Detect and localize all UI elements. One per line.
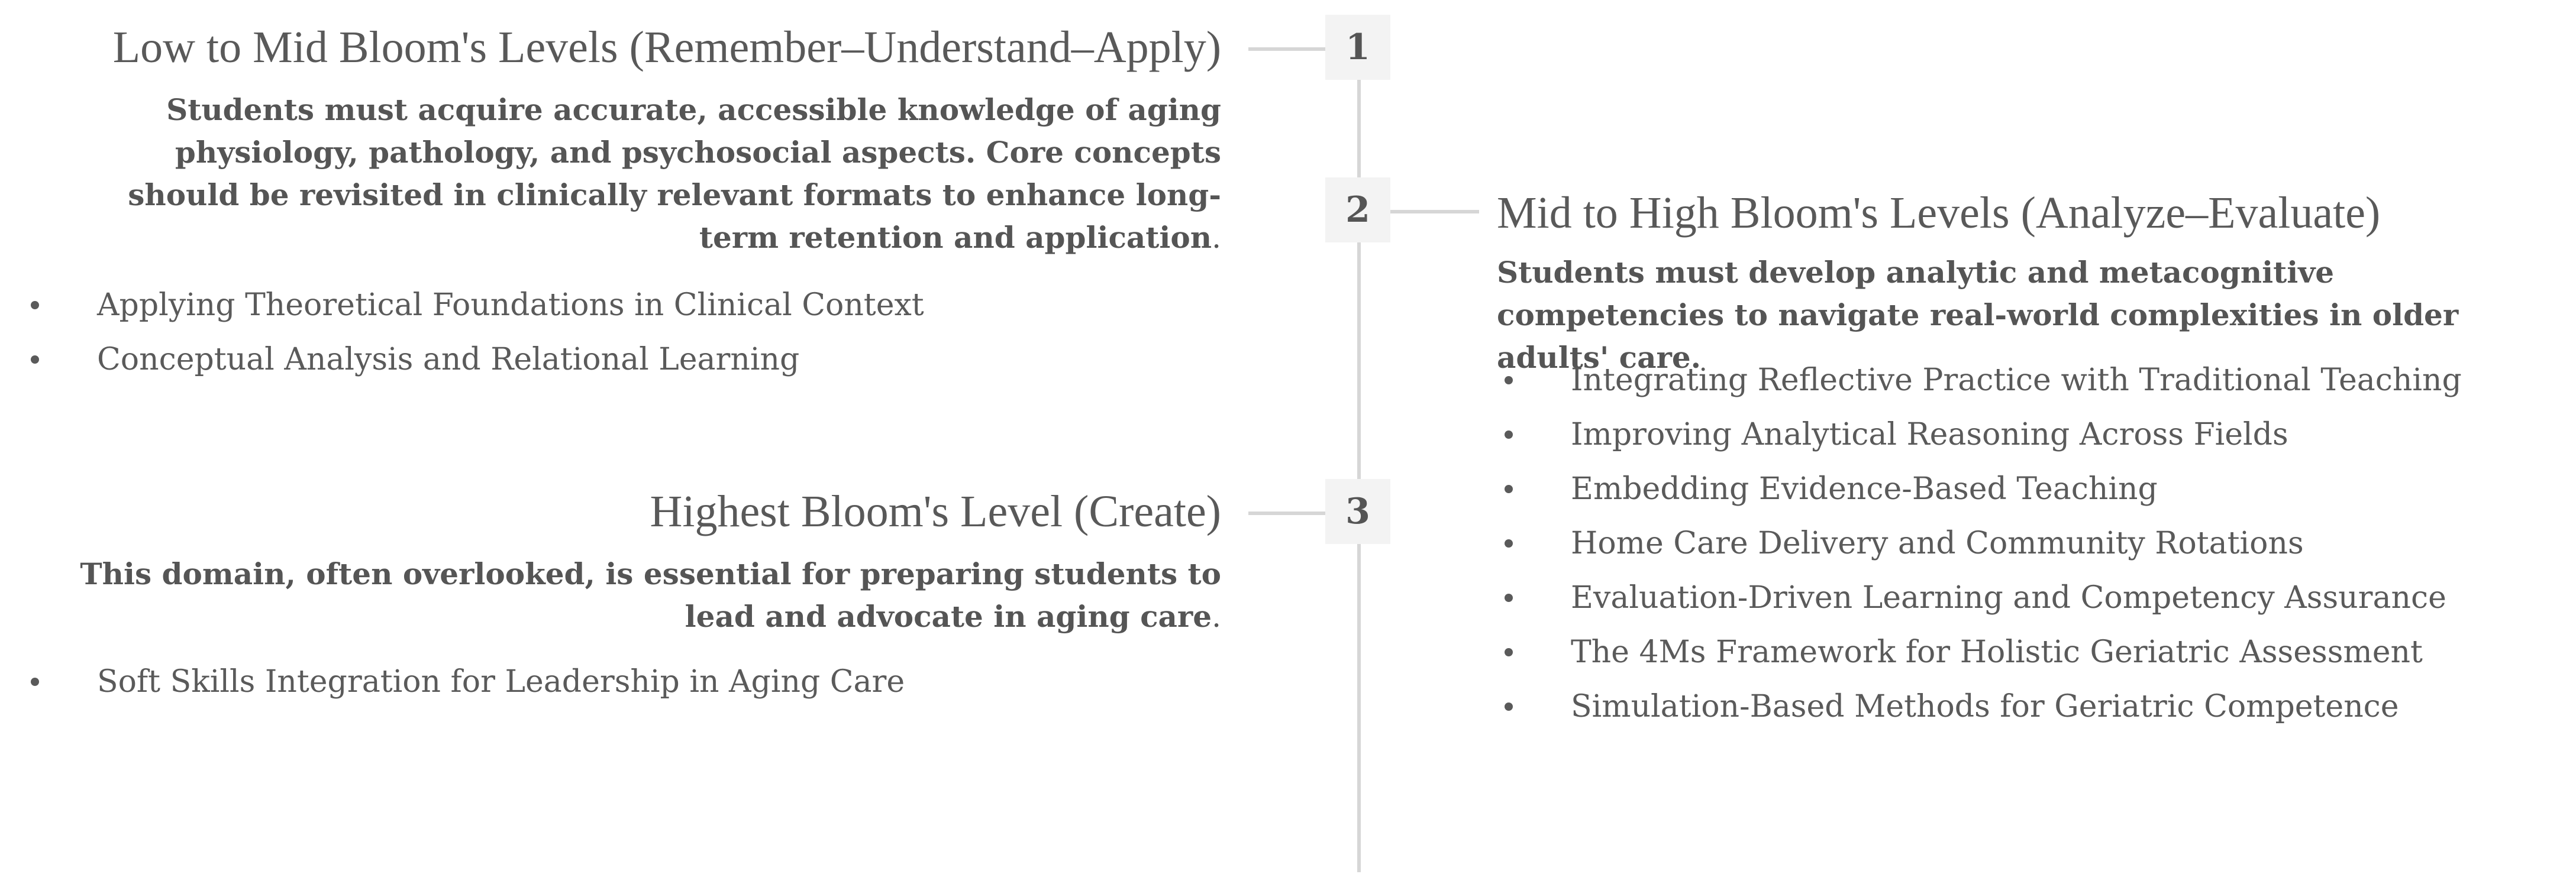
stage-1-list [31, 278, 924, 387]
bullet-icon [31, 355, 39, 364]
bullet-icon [1505, 539, 1513, 548]
stage-3-list [31, 655, 905, 709]
list-item-label: Soft Skills Integration for Leadership in Aging Care [97, 664, 905, 700]
list-item [1505, 353, 2462, 407]
stage-3-summary-tail: . [1212, 600, 1221, 634]
list-item [1505, 516, 2462, 571]
stage-3-number-badge: 3 [1325, 479, 1390, 544]
bullet-icon [31, 301, 39, 309]
list-item-label: Improving Analytical Reasoning Across Fields [1571, 417, 2288, 452]
list-item-label: Conceptual Analysis and Relational Learning [97, 342, 800, 377]
stage-3-summary-text: This domain, often overlooked, is essential for preparing students to lead and advocate in aging care [80, 556, 1221, 634]
bullet-icon [1505, 485, 1513, 493]
list-item [1505, 625, 2462, 679]
list-item [1505, 679, 2462, 734]
bullet-icon [1505, 594, 1513, 602]
list-item-label: Integrating Reflective Practice with Traditional Teaching [1571, 362, 2462, 398]
list-item [1505, 571, 2462, 625]
stage-1-number-badge: 1 [1325, 15, 1390, 80]
bullet-icon [1505, 703, 1513, 711]
list-item-label: Applying Theoretical Foundations in Clinical Context [97, 287, 924, 323]
list-item-label: The 4Ms Framework for Holistic Geriatric Assessment [1571, 635, 2423, 670]
stage-1-summary-text: Students must acquire accurate, accessible knowledge of aging physiology, pathology, and psychosocial aspects. Core concepts should be revisited in clinically relevant formats to enhance long-term retention and application [128, 92, 1221, 255]
stage-2-title: Mid to High Bloom's Levels (Analyze–Evaluate) [1497, 188, 2381, 238]
list-item [31, 278, 924, 332]
stage-2-list [1505, 353, 2462, 734]
stage-1-summary-tail: . [1212, 221, 1221, 255]
bullet-icon [1505, 376, 1513, 384]
stage-3-summary [26, 553, 1221, 638]
list-item-label: Simulation-Based Methods for Geriatric Competence [1571, 689, 2399, 724]
list-item-label: Embedding Evidence-Based Teaching [1571, 471, 2158, 507]
stage-2-summary-text: Students must develop analytic and metacognitive competencies to navigate real-world complexities in older adults' care. [1497, 255, 2459, 375]
list-item-label: Evaluation-Driven Learning and Competency Assurance [1571, 580, 2446, 616]
list-item [1505, 462, 2462, 516]
list-item [31, 655, 905, 709]
stage-1-summary [79, 89, 1221, 259]
list-item [1505, 407, 2462, 462]
stage-2-number-badge: 2 [1325, 177, 1390, 242]
stage-3-title: Highest Bloom's Level (Create) [650, 487, 1221, 536]
bullet-icon [1505, 648, 1513, 656]
list-item [31, 332, 924, 387]
bullet-icon [31, 678, 39, 686]
list-item-label: Home Care Delivery and Community Rotations [1571, 526, 2304, 561]
stage-1-title: Low to Mid Bloom's Levels (Remember–Understand–Apply) [112, 22, 1221, 72]
stage-2-connector [1390, 210, 1479, 213]
bullet-icon [1505, 430, 1513, 439]
